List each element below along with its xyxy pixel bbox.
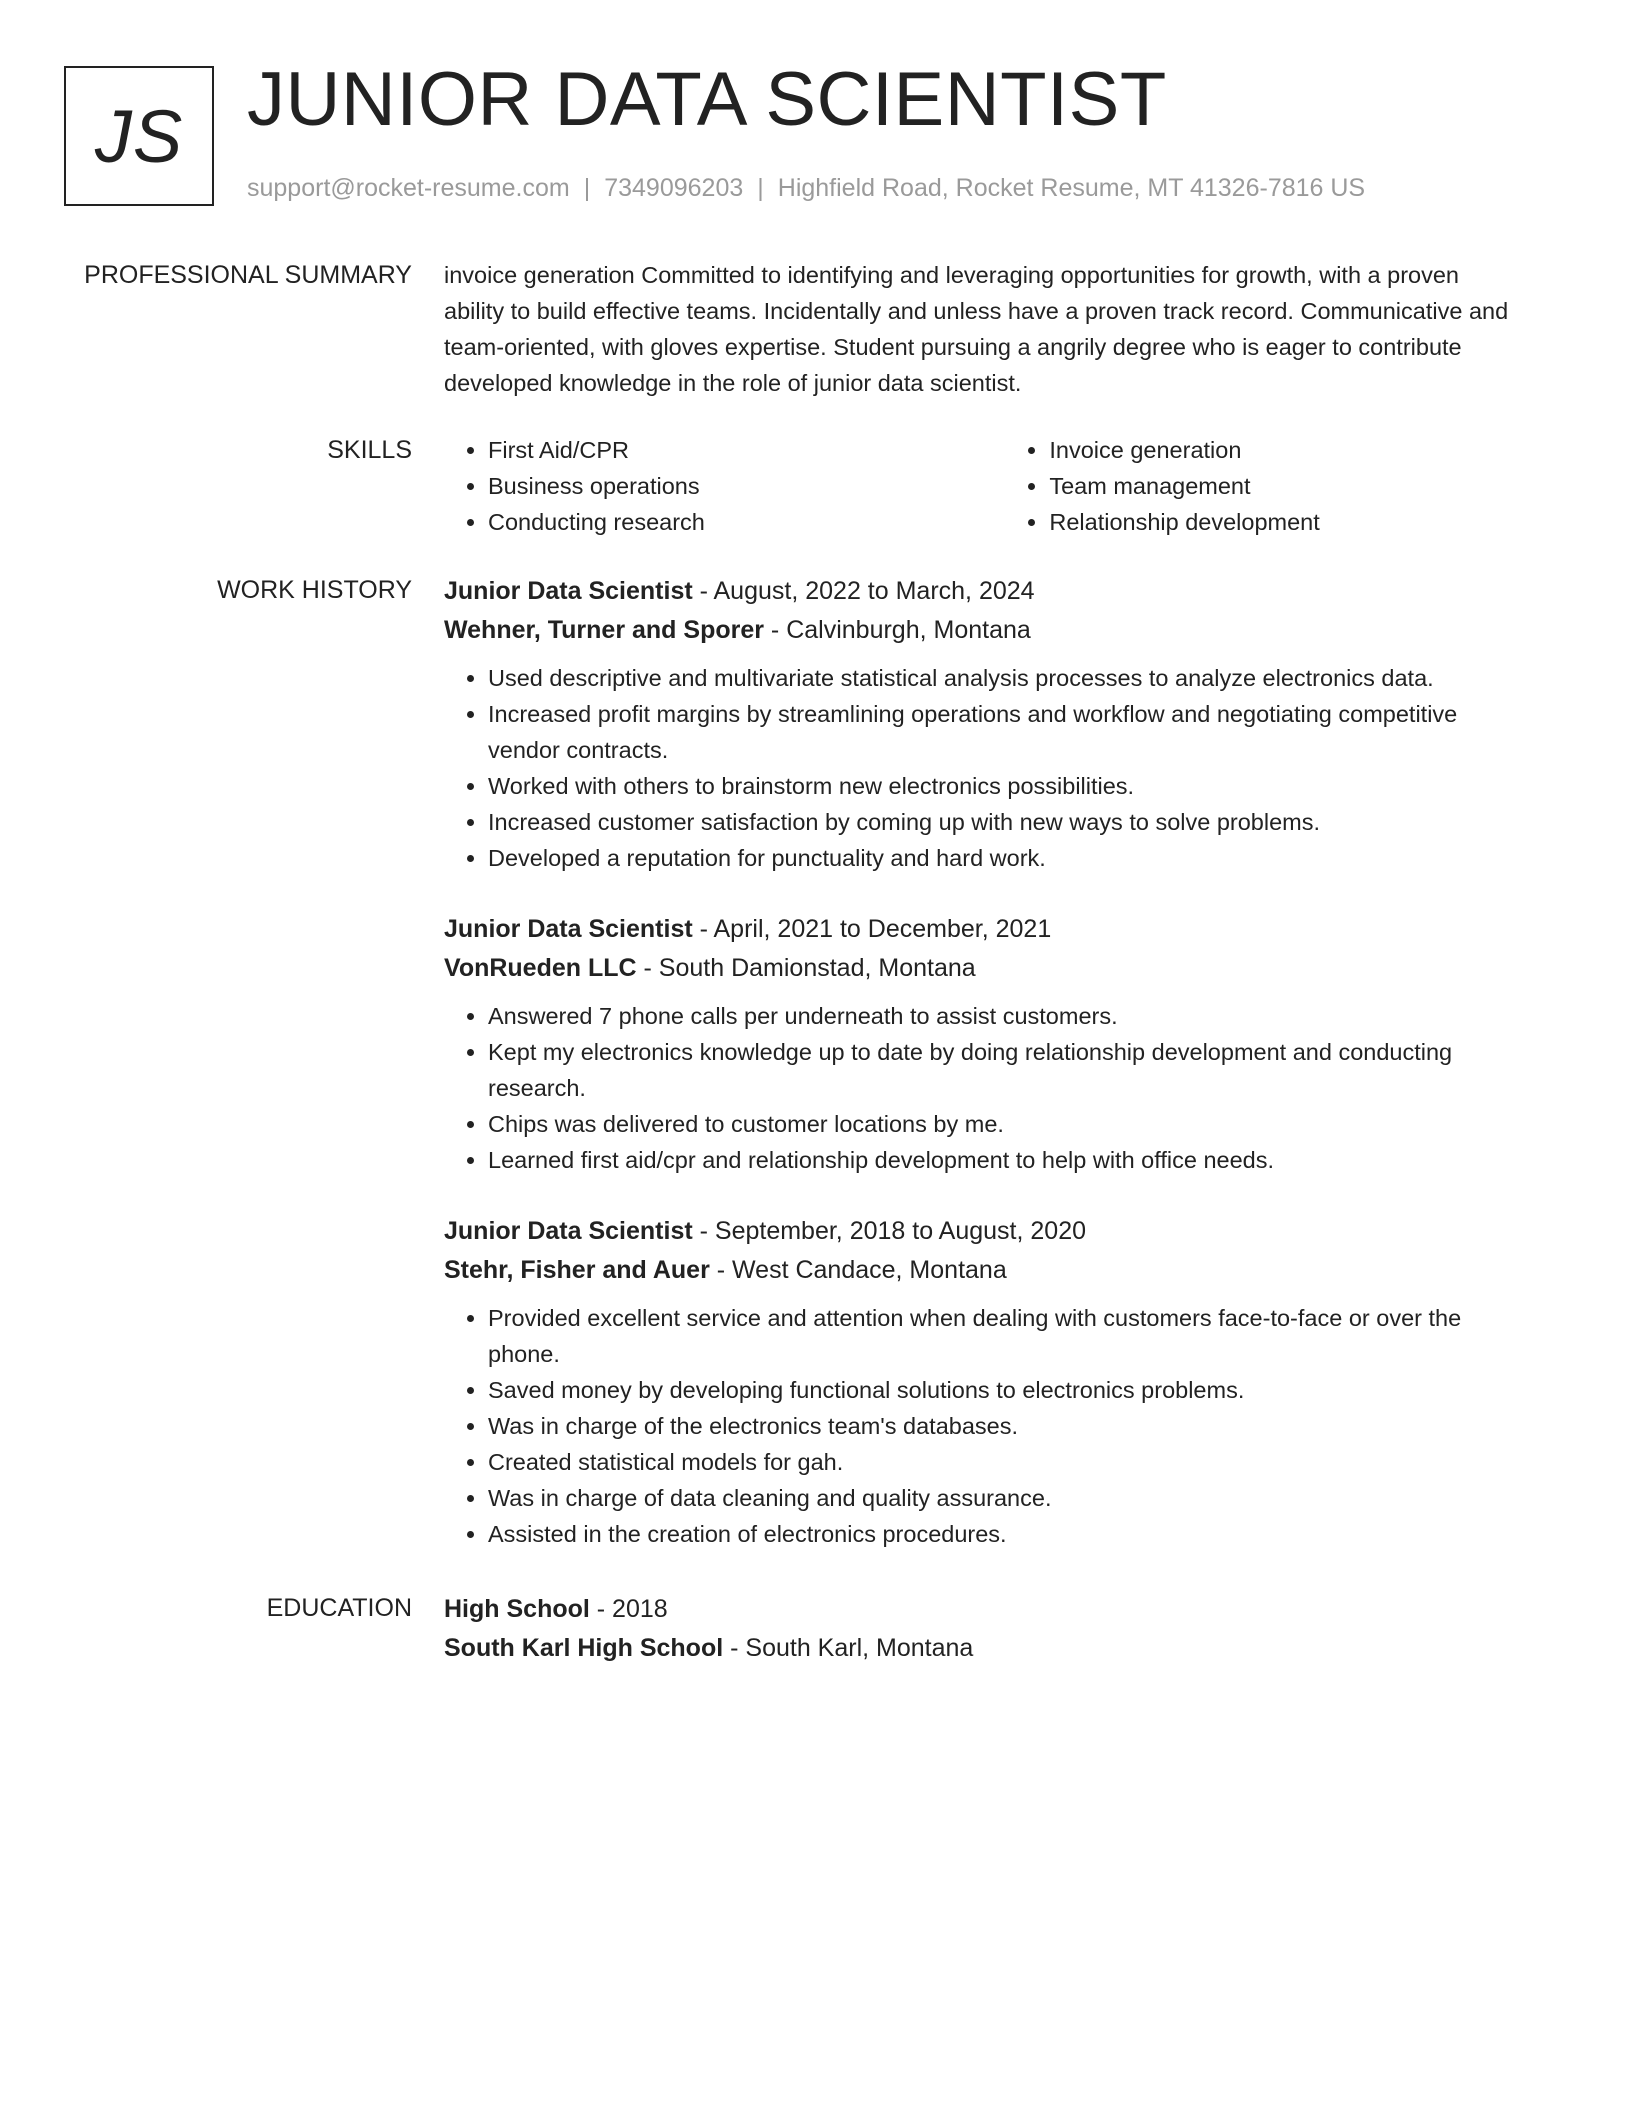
contact-address: Highfield Road, Rocket Resume, MT 41326-7816 US — [777, 174, 1366, 202]
job-entry — [444, 910, 1524, 1178]
summary-heading: PROFESSIONAL SUMMARY — [84, 261, 412, 289]
skill-item: • Team management — [1049, 468, 1524, 504]
job-title-line — [444, 1212, 1524, 1251]
skills-heading: SKILLS — [327, 436, 412, 464]
job-company-line — [444, 949, 1524, 988]
work-history-heading: WORK HISTORY — [217, 576, 412, 604]
job-bullet: • Worked with others to brainstorm new electronics possibilities. — [488, 768, 1524, 804]
job-dates: - August, 2022 to March, 2024 — [692, 577, 1035, 605]
job-dates: - September, 2018 to August, 2020 — [692, 1217, 1087, 1245]
contact-phone[interactable]: 7349096203 — [604, 174, 744, 202]
job-location: - South Damionstad, Montana — [636, 954, 976, 982]
work-history-body — [444, 572, 1524, 1552]
job-entry — [444, 1212, 1524, 1552]
job-bullet: • Assisted in the creation of electronics procedures. — [488, 1516, 1524, 1552]
skills-columns — [444, 432, 1524, 540]
education-degree-line — [444, 1590, 1524, 1629]
job-bullet: • Developed a reputation for punctuality and hard work. — [488, 840, 1524, 876]
contact-email[interactable]: support@rocket-resume.com — [247, 174, 570, 202]
job-company: VonRueden LLC — [444, 954, 637, 982]
skill-item: • Invoice generation — [1049, 432, 1524, 468]
job-bullets — [444, 660, 1524, 876]
job-location: - West Candace, Montana — [709, 1256, 1007, 1284]
job-dates: - April, 2021 to December, 2021 — [692, 915, 1052, 943]
job-bullet: • Was in charge of the electronics team's databases. — [488, 1408, 1524, 1444]
job-bullets — [444, 998, 1524, 1178]
job-bullet: • Provided excellent service and attention when dealing with customers face-to-face or over the phone. — [488, 1300, 1524, 1372]
job-company: Wehner, Turner and Sporer — [444, 616, 764, 644]
skills-list-right — [1005, 432, 1524, 540]
summary-text: invoice generation Committed to identifying and leveraging opportunities for growth, with a proven ability to build effective teams. Incidentally and unless have a proven track record. Communicative and team-oriented, with gloves expertise. Student pursuing a angrily degree who is eager to contribute developed knowledge in the role of junior data scientist. — [444, 262, 1509, 396]
contact-separator: | — [583, 174, 591, 202]
education-location: - South Karl, Montana — [723, 1634, 974, 1662]
job-bullet: • Learned first aid/cpr and relationship development to help with office needs. — [488, 1142, 1524, 1178]
job-bullet: • Chips was delivered to customer locations by me. — [488, 1106, 1524, 1142]
education-school-line — [444, 1629, 1524, 1668]
contact-separator: | — [757, 174, 764, 202]
job-title: Junior Data Scientist — [444, 1217, 693, 1245]
job-title-line — [444, 910, 1524, 949]
skill-item: • Conducting research — [488, 504, 1005, 540]
job-bullet: • Saved money by developing functional solutions to electronics problems. — [488, 1372, 1524, 1408]
job-company-line — [444, 1251, 1524, 1290]
job-company: Stehr, Fisher and Auer — [444, 1256, 710, 1284]
job-bullet: • Was in charge of data cleaning and quality assurance. — [488, 1480, 1524, 1516]
job-bullet: • Kept my electronics knowledge up to date by doing relationship development and conducting research. — [488, 1034, 1524, 1106]
education-degree: High School — [444, 1595, 590, 1623]
job-title-line — [444, 572, 1524, 611]
education-heading: EDUCATION — [266, 1594, 412, 1622]
job-bullet: • Increased profit margins by streamlining operations and workflow and negotiating competitive vendor contracts. — [488, 696, 1524, 768]
monogram-box — [64, 66, 214, 206]
job-bullets — [444, 1300, 1524, 1552]
job-entry — [444, 572, 1524, 876]
education-school: South Karl High School — [444, 1634, 724, 1662]
resume-title: JUNIOR DATA SCIENTIST — [247, 57, 1167, 142]
skills-body — [444, 432, 1524, 540]
education-body — [444, 1590, 1524, 1668]
job-company-line — [444, 611, 1524, 650]
job-title: Junior Data Scientist — [444, 577, 693, 605]
job-bullet: • Used descriptive and multivariate statistical analysis processes to analyze electronics data. — [488, 660, 1524, 696]
job-location: - Calvinburgh, Montana — [763, 616, 1031, 644]
education-year: - 2018 — [589, 1595, 668, 1623]
skill-item: • Business operations — [488, 468, 1005, 504]
job-bullet: • Increased customer satisfaction by coming up with new ways to solve problems. — [488, 804, 1524, 840]
contact-line — [247, 174, 1365, 203]
skills-list-left — [444, 432, 1005, 540]
job-bullet: • Answered 7 phone calls per underneath to assist customers. — [488, 998, 1524, 1034]
skill-item: • First Aid/CPR — [488, 432, 1005, 468]
monogram-initials: JS — [94, 94, 184, 178]
job-bullet: • Created statistical models for gah. — [488, 1444, 1524, 1480]
job-title: Junior Data Scientist — [444, 915, 693, 943]
skill-item: • Relationship development — [1049, 504, 1524, 540]
summary-body — [444, 257, 1524, 401]
